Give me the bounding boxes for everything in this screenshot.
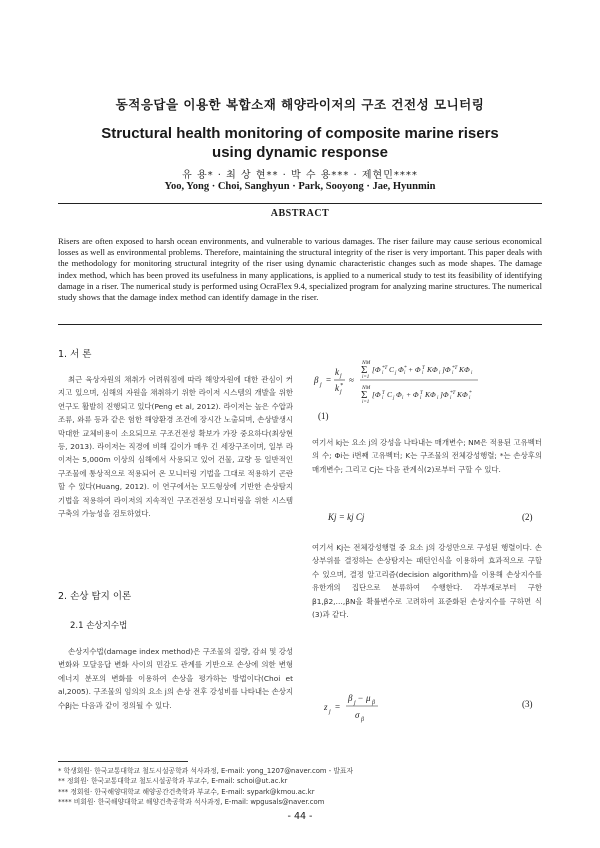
- svg-text:i: i: [471, 371, 473, 376]
- svg-text:KΦ: KΦ: [425, 390, 436, 399]
- footnote-2: ** 정회원· 한국교통대학교 철도시설공학과 부교수, E-mail: schoi@ut.ac.kr: [58, 777, 288, 786]
- svg-text:i: i: [452, 371, 454, 376]
- svg-text:j: j: [395, 371, 397, 376]
- authors-korean: 유 용* · 최 상 현** · 박 수 용*** · 제현민****: [182, 170, 418, 181]
- svg-text:KΦ: KΦ: [459, 365, 470, 374]
- footnote-rule: [58, 761, 188, 762]
- svg-text:i=1: i=1: [362, 400, 370, 405]
- equation-2-explanation: 여기서 Kj는 전체강성행렬 중 요소 j의 강성만으로 구성된 행렬이다. 손상부위를 결정하는 손상탐지는 패턴인식을 이용하여 효과적으로 구할 수 있으며, 결정 알고리즘(decision algorithm)을 이용해 손상지수를 유한개의 집단으로 분류하여 수행한다. 각부재로부터 구한 β1,β2,…,βN을 확률변수로 고려하여 표준화된 손상지수를 구하면 식(3)과 같다.: [312, 543, 542, 620]
- svg-text:i: i: [402, 396, 404, 401]
- svg-text:C: C: [389, 365, 395, 374]
- svg-text:NM: NM: [362, 360, 371, 366]
- svg-text:i: i: [437, 396, 439, 401]
- equation-1-number: (1): [318, 411, 329, 421]
- svg-text:=: =: [335, 702, 341, 712]
- footnotes: [58, 766, 542, 807]
- svg-text:k: k: [335, 383, 339, 393]
- svg-text:β: β: [372, 700, 375, 706]
- equation-1-graphic: [312, 356, 542, 416]
- section-1-heading: 1. 서 론: [58, 349, 92, 360]
- section-1-paragraph: 최근 육상자원의 채취가 어려워짐에 따라 해양자원에 대한 관심이 커지고 있으며, 심해의 자원을 채취하기 위한 라이저 시스템의 개발을 위한 연구도 활발히 진행되고 있다(Peng et al, 2012). 라이저는 높은 수압과 조류, 와류 등과 같은 험한 해양환경 조건에 장시간 노출되며, 손상발생시 막대한 교체비용이 소요되므로 구조건전성 확보가 가장 중요하다(최상현 등, 2013). 라이저는 직경에 비해 길이가 매우 긴 세장구조이며, 일부 라이저는 5,000m 이상의 심해에서 사용되고 있어 건물, 교량 등 일반적인 구조물에 통상적으로 적용되어 온 모니터링 기법을 그대로 적용하기 곤란할 수 있다(Huang, 2012). 이 연구에서는 모드형상에 기반한 손상탐지기법을 적용하여 라이저의 지속적인 구조건전성 모니터링을 위한 시스템 구축의 가능성을 검토하였다.: [58, 375, 293, 519]
- svg-text:i: i: [382, 396, 384, 401]
- equation-2-number: (2): [522, 512, 533, 522]
- equation-3-number: (3): [522, 699, 533, 709]
- svg-text:j: j: [393, 396, 395, 401]
- svg-text:−: −: [358, 693, 364, 703]
- svg-text:μ: μ: [366, 693, 371, 703]
- svg-text:Σ: Σ: [361, 389, 368, 401]
- paper-title-english-line1: Structural health monitoring of composite marine risers: [101, 125, 499, 142]
- svg-text:KΦ: KΦ: [457, 390, 468, 399]
- svg-text:β: β: [361, 717, 364, 723]
- subsection-2-1-paragraph: 손상지수법(damage index method)은 구조물의 질량, 감쇠 및 강성 변화와 모달응답 변화 사이의 민감도 관계를 기반으로 손상에 의한 변형에너지 분포의 변화를 이용하여 손상을 평가하는 방법이다(Choi et al,2005). 구조물의 임의의 요소 j의 손상 전후 강성비를 나타내는 손상지수βj는 다음과 같이 정의될 수 있다.: [58, 647, 293, 710]
- svg-text:σ: σ: [355, 710, 360, 720]
- svg-text:Φ: Φ: [396, 390, 402, 399]
- svg-text:*: *: [469, 391, 472, 396]
- svg-text:i: i: [420, 396, 422, 401]
- svg-text:i: i: [450, 396, 452, 401]
- equation-3-graphic: [320, 686, 440, 726]
- abstract-top-rule: [58, 203, 542, 204]
- equation-1-explanation: 여기서 kj는 요소 j의 강성을 나타내는 매개변수; NM은 적용된 고유벡터의 수; Φi는 i번째 고유벡터; K는 구조물의 전체강성행렬; *는 손상후의 매개변수; 그리고 Cj는 다음 관계식(2)로부터 구할 수 있다.: [312, 438, 542, 474]
- svg-text:j: j: [354, 700, 356, 706]
- svg-text:*T: *T: [382, 366, 388, 371]
- svg-text:+ Φ: + Φ: [406, 390, 419, 399]
- svg-text:[Φ: [Φ: [372, 365, 381, 374]
- equation-2: Kj = kj Cj: [328, 512, 365, 522]
- svg-text:+ Φ: + Φ: [408, 365, 421, 374]
- svg-text:]Φ: ]Φ: [442, 365, 451, 374]
- footnote-1: * 학생회원· 한국교통대학교 철도시설공학과 석사과정, E-mail: yong_1207@naver.com - 발표자: [58, 767, 354, 775]
- svg-text:Φ: Φ: [398, 365, 404, 374]
- svg-text:z: z: [324, 702, 328, 712]
- svg-text:KΦ: KΦ: [427, 365, 438, 374]
- svg-text:Σ: Σ: [361, 364, 368, 376]
- svg-text:T: T: [420, 391, 423, 396]
- svg-text:i: i: [439, 371, 441, 376]
- svg-text:NM: NM: [362, 385, 371, 391]
- abstract-text: Risers are often exposed to harsh ocean environments, and vulnerable to various damages. The riser failure may cause serious economical losses as well as environmental problems. Therefore, maintaining the structural integrity of the riser is very important. This paper deals with the methodology for monitoring structural integrity of the riser using dynamic characteristic changes such as mode shapes. The damage index method, which has been proved its usefulness in many applications, is applied to a numerical study to test its feasibility of identifying damage in a riser. The numerical study is performed using OcraFlex 9.4, specialized program for analyzing marine structures. The numerical study shows that the damage index method can identify damage in the riser.: [58, 236, 542, 303]
- svg-text:T: T: [382, 391, 385, 396]
- paper-title-korean: 동적응답을 이용한 복합소재 해양라이저의 구조 건전성 모니터링: [115, 97, 485, 112]
- paper-title-english-line2: using dynamic response: [212, 144, 388, 161]
- equation-1: [312, 356, 542, 416]
- svg-text:β: β: [348, 693, 353, 703]
- abstract-heading: ABSTRACT: [270, 208, 330, 219]
- section-2-heading: 2. 손상 탐지 이론: [58, 591, 132, 602]
- paper-title-english: [0, 124, 600, 162]
- subsection-2-1-heading: 2.1 손상지수법: [70, 621, 128, 631]
- svg-text:j: j: [329, 709, 331, 715]
- svg-text:*: *: [404, 366, 407, 371]
- page-number: - 44 -: [287, 811, 313, 822]
- svg-text:j: j: [320, 382, 322, 388]
- svg-text:*T: *T: [450, 391, 456, 396]
- svg-text:i: i: [404, 371, 406, 376]
- svg-text:i: i: [469, 396, 471, 401]
- svg-text:T: T: [422, 366, 425, 371]
- svg-text:]Φ: ]Φ: [440, 390, 449, 399]
- svg-text:j: j: [340, 389, 342, 395]
- svg-text:j: j: [340, 373, 342, 379]
- svg-text:[Φ: [Φ: [372, 390, 381, 399]
- authors-english: Yoo, Yong · Choi, Sanghyun · Park, Sooyong · Jae, Hyunmin: [164, 181, 436, 192]
- svg-text:*T: *T: [452, 366, 458, 371]
- svg-text:*: *: [340, 383, 343, 389]
- svg-text:≈: ≈: [349, 375, 354, 385]
- svg-text:k: k: [335, 367, 339, 377]
- svg-text:=: =: [326, 375, 332, 385]
- footnote-3: *** 정회원· 한국해양대학교 해양공간건축학과 부교수, E-mail: sypark@kmou.ac.kr: [58, 787, 315, 796]
- svg-text:β: β: [314, 375, 319, 385]
- svg-text:i: i: [422, 371, 424, 376]
- svg-text:i=1: i=1: [362, 375, 370, 380]
- equation-3: [320, 686, 440, 726]
- svg-text:C: C: [387, 390, 393, 399]
- footnote-4: **** 비회원· 한국해양대학교 해양건축공학과 석사과정, E-mail: wpgusals@naver.com: [58, 797, 325, 806]
- svg-text:i: i: [382, 371, 384, 376]
- abstract-bottom-rule: [58, 324, 542, 325]
